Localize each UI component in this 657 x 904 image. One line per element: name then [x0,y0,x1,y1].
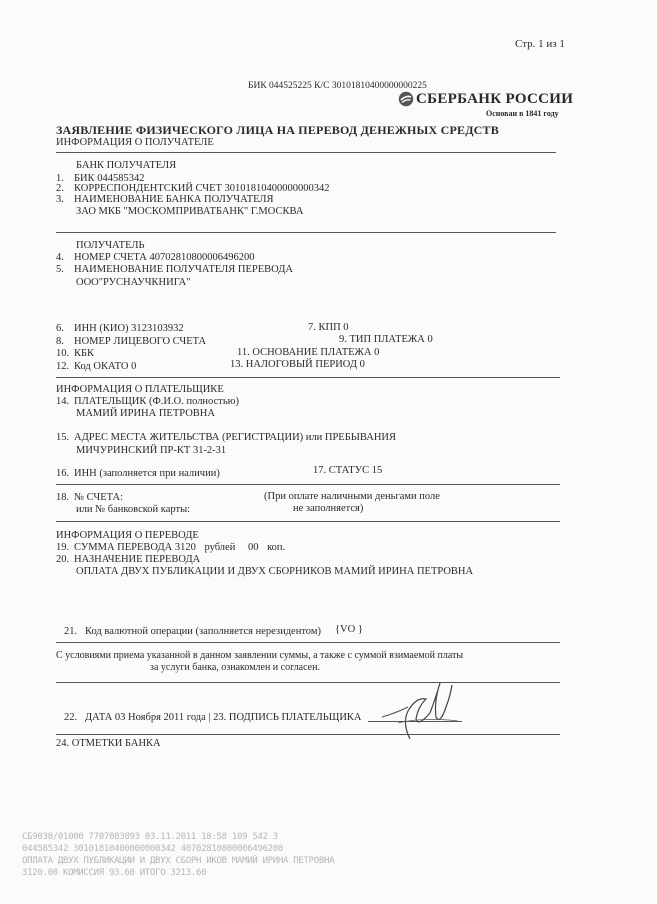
field-21-text: Код валютной операции (заполняется нерезидентом) [85,626,321,637]
divider [56,521,560,522]
field-15 [56,432,396,444]
field-20-text: НАЗНАЧЕНИЕ ПЕРЕВОДА [74,554,201,565]
field-23-text: 23. ПОДПИСЬ ПЛАТЕЛЬЩИКА [213,712,362,723]
sberbank-logo-icon [398,91,414,107]
field-5 [56,264,293,276]
field-4 [56,252,254,264]
separator: | [208,712,211,723]
field-4-text: НОМЕР СЧЕТА 40702810800006496200 [74,252,255,263]
divider [56,232,556,233]
field-11: 11. ОСНОВАНИЕ ПЛАТЕЖА 0 [237,347,380,358]
field-18 [56,492,123,504]
field-6 [56,323,184,335]
receipt-line-4: 3120.00 КОМИССИЯ 93.60 ИТОГО 3213.60 [22,868,207,878]
kopecks-label: коп. [267,542,286,553]
field-3-text: НАИМЕНОВАНИЕ БАНКА ПОЛУЧАТЕЛЯ [74,194,274,205]
terms-line-2: за услуги банка, ознакомлен и согласен. [150,662,320,673]
terms-line-1: С условиями приема указанной в данном заявлении суммы, а также с суммой взимаемой платы [56,650,464,661]
receipt-line-1: СБ9038/01000 7707083893 03.11.2011 18:58 109 542 3 [22,832,278,842]
field-10 [56,348,94,360]
field-24: 24. ОТМЕТКИ БАНКА [56,738,161,749]
field-18-text: № СЧЕТА: [74,492,124,503]
field-5-value: ООО"РУСНАУЧКНИГА" [76,277,191,288]
kopecks-value: 00 [247,542,259,553]
field-7: 7. КПП 0 [308,322,349,333]
bank-name: СБЕРБАНК РОССИИ [416,91,574,107]
field-14 [56,396,239,408]
field-14-value: МАМИЙ ИРИНА ПЕТРОВНА [76,408,215,419]
bank-founded: Основан в 1841 году [486,109,559,118]
bik-ks-header: БИК 044525225 К/С 30101810400000000225 [248,81,427,91]
field-21 [64,626,321,638]
divider [56,642,560,643]
field-number: 18. [56,492,70,503]
payer-info-heading: ИНФОРМАЦИЯ О ПЛАТЕЛЬЩИКЕ [56,384,224,395]
divider [56,734,560,735]
field-number: 15. [56,432,70,443]
field-20 [56,554,200,566]
divider [56,152,556,153]
field-8 [56,336,206,348]
document-title: ЗАЯВЛЕНИЕ ФИЗИЧЕСКОГО ЛИЦА НА ПЕРЕВОД ДЕНЕЖНЫХ СРЕДСТВ [56,123,499,137]
field-number: 4. [56,252,64,263]
field-3 [56,194,274,206]
field-10-text: КБК [74,348,95,359]
field-1-text: БИК 044585342 [74,173,145,184]
field-number: 14. [56,396,70,407]
field-number: 1. [56,173,64,184]
field-16-text: ИНН (заполняется при наличии) [74,468,220,479]
field-number: 2. [56,183,64,194]
recipient-heading: ПОЛУЧАТЕЛЬ [76,240,145,251]
field-5-text: НАИМЕНОВАНИЕ ПОЛУЧАТЕЛЯ ПЕРЕВОДА [74,264,293,275]
field-18-note-1: (При оплате наличными деньгами поле [264,491,440,502]
field-16 [56,468,220,480]
field-3-value: ЗАО МКБ "МОСКОМПРИВАТБАНК" Г.МОСКВА [76,206,304,217]
field-12 [56,361,136,373]
field-15-value: МИЧУРИНСКИЙ ПР-КТ 31-2-31 [76,445,227,456]
field-17: 17. СТАТУС 15 [313,465,383,476]
field-6-text: ИНН (КИО) 3123103932 [74,323,184,334]
divider [56,682,560,683]
receipt-line-2: 044585342 30101810400000000342 40702810800006496200 [22,844,284,854]
rubles-label: рублей [204,542,236,553]
transfer-info-heading: ИНФОРМАЦИЯ О ПЕРЕВОДЕ [56,530,199,541]
field-19 [56,542,285,554]
receipt-line-3: ОПЛАТА ДВУХ ПУБЛИКАЦИИ И ДВУХ СБОРН ИКОВ МАМИЙ ИРИНА ПЕТРОВНА [22,856,335,866]
field-number: 21. [64,626,78,637]
field-14-text: ПЛАТЕЛЬЩИК (Ф.И.О. полностью) [74,396,239,407]
field-8-text: НОМЕР ЛИЦЕВОГО СЧЕТА [74,336,207,347]
field-9: 9. ТИП ПЛАТЕЖА 0 [339,334,433,345]
field-20-value: ОПЛАТА ДВУХ ПУБЛИКАЦИИ И ДВУХ СБОРНИКОВ МАМИЙ ИРИНА ПЕТРОВНА [76,566,474,577]
field-19-text: СУММА ПЕРЕВОДА 3120 [74,542,196,553]
recipient-info-heading: ИНФОРМАЦИЯ О ПОЛУЧАТЕЛЕ [56,137,214,148]
field-number: 19. [56,542,70,553]
field-18-card: или № банковской карты: [76,504,191,515]
divider [56,484,560,485]
field-number: 6. [56,323,64,334]
field-number: 5. [56,264,64,275]
field-13: 13. НАЛОГОВЫЙ ПЕРИОД 0 [230,359,365,370]
field-12-text: Код ОКАТО 0 [74,361,137,372]
field-number: 12. [56,361,70,372]
field-number: 10. [56,348,70,359]
field-18-note-2: не заполняется) [293,503,364,514]
field-number: 22. [64,712,78,723]
signature-row [64,712,362,724]
field-number: 16. [56,468,70,479]
field-15-text: АДРЕС МЕСТА ЖИТЕЛЬСТВА (РЕГИСТРАЦИИ) или ПРЕБЫВАНИЯ [74,432,397,443]
divider [56,377,560,378]
field-22-text: ДАТА 03 Ноября 2011 года [85,712,206,723]
field-2-text: КОРРЕСПОНДЕНТСКИЙ СЧЕТ 30101810400000000342 [74,183,330,194]
field-21-value: {VO } [335,624,363,635]
field-number: 3. [56,194,64,205]
field-number: 8. [56,336,64,347]
field-number: 20. [56,554,70,565]
page-number: Стр. 1 из 1 [515,38,565,50]
bank-recipient-heading: БАНК ПОЛУЧАТЕЛЯ [76,160,177,171]
